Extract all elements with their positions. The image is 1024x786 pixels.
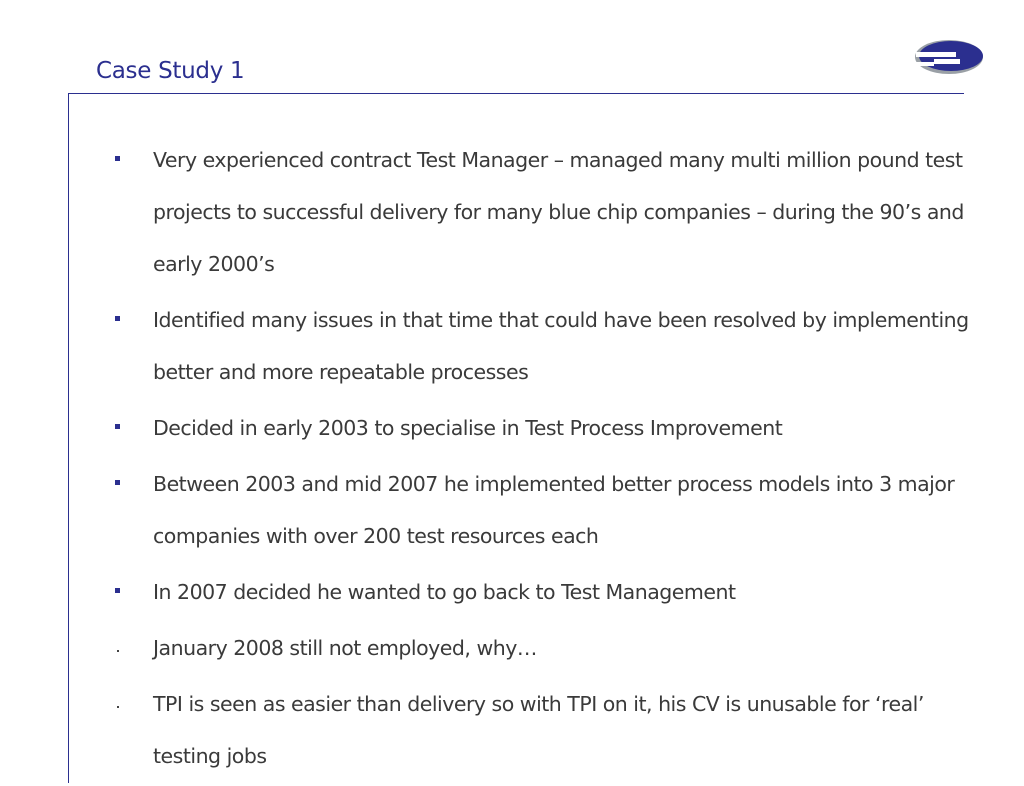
title-divider [68, 93, 964, 94]
bullet-text: Identified many issues in that time that could have been resolved by implementing better and more repeatable processes [153, 308, 969, 384]
square-bullet-icon [112, 134, 122, 186]
content-border-left [68, 93, 69, 783]
bullet-item [112, 294, 992, 398]
bullet-item [112, 402, 992, 454]
bullet-text: January 2008 still not employed, why… [153, 636, 537, 660]
bullet-text: In 2007 decided he wanted to go back to Test Management [153, 580, 736, 604]
square-bullet-icon [112, 566, 122, 618]
square-bullet-icon [112, 294, 122, 346]
square-bullet-icon [112, 402, 122, 454]
bullet-text: Between 2003 and mid 2007 he implemented better process models into 3 major companies with over 200 test resources each [153, 472, 955, 548]
bullet-item [112, 134, 992, 290]
bullet-list [112, 134, 992, 786]
bullet-item [112, 566, 992, 618]
slide-title: Case Study 1 [96, 58, 245, 84]
bullet-text: Very experienced contract Test Manager – managed many multi million pound test projects to successful delivery for many blue chip companies – during the 90’s and early 2000’s [153, 148, 964, 276]
bullet-item [112, 622, 992, 674]
bullet-text: Decided in early 2003 to specialise in Test Process Improvement [153, 416, 783, 440]
bullet-text: TPI is seen as easier than delivery so with TPI on it, his CV is unusable for ‘real’ testing jobs [153, 692, 924, 768]
dot-bullet-icon [112, 622, 122, 674]
company-logo-icon [912, 36, 986, 78]
square-bullet-icon [112, 458, 122, 510]
bullet-item [112, 678, 992, 782]
bullet-item [112, 458, 992, 562]
dot-bullet-icon [112, 678, 122, 730]
